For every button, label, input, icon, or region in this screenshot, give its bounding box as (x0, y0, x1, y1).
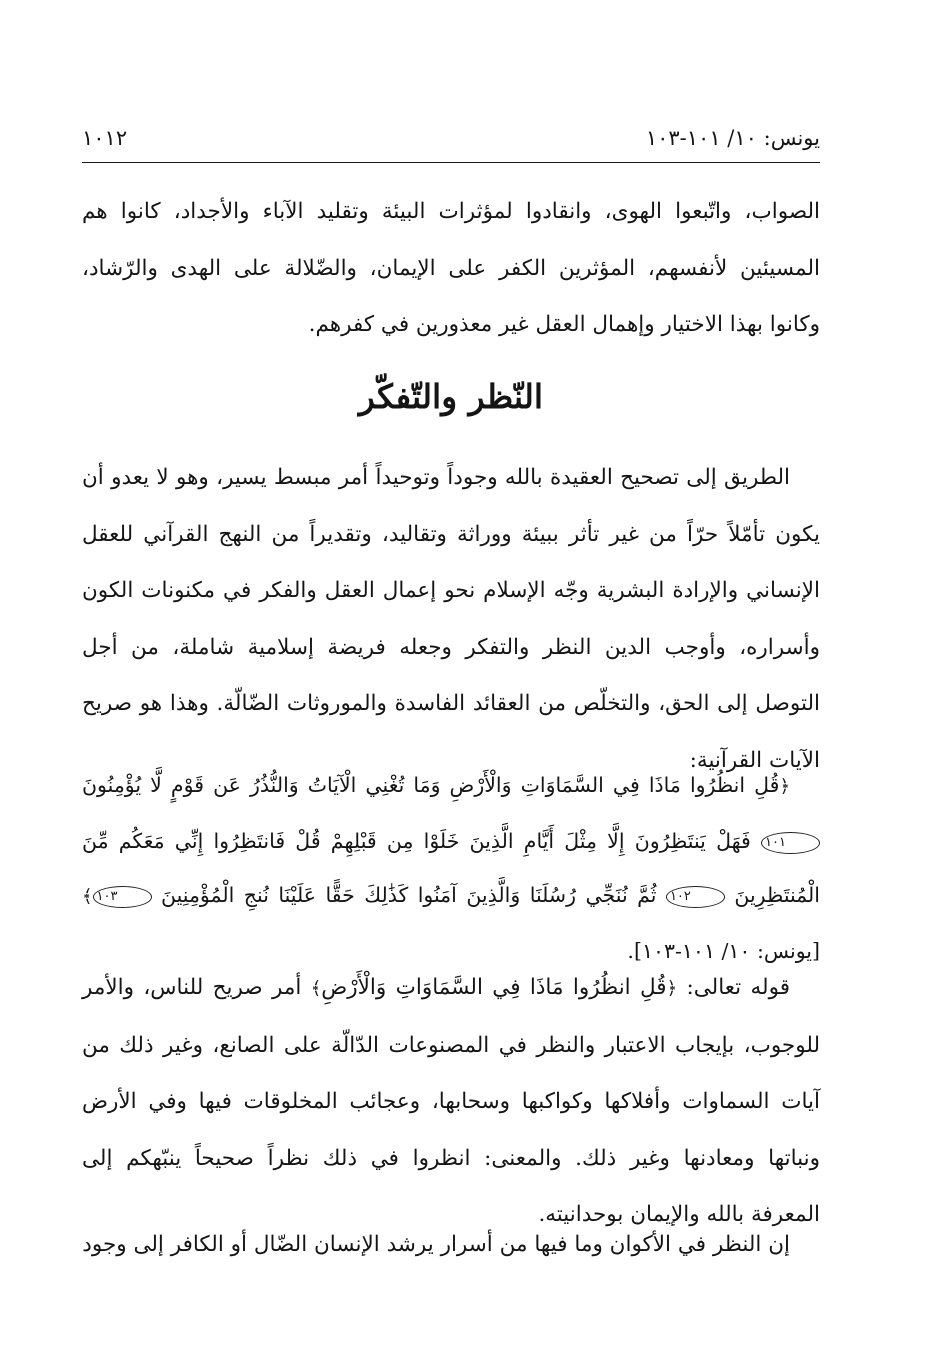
verse-part-2: فَهَلْ يَنتَظِرُونَ إِلَّا مِثْلَ أَيَّامِ الَّذِينَ خَلَوْا مِن قَبْلِهِمْ قُلْ فَانتَظِرُوا إِنِّي مَعَكُم مِّنَ الْمُنتَظِرِينَ (82, 829, 820, 907)
verse-open-bracket: ﴿ (779, 776, 790, 797)
ayah-number-1: ١٠١ (761, 832, 820, 854)
commentary-quote: قُلِ انظُرُوا مَاذَا فِي السَّمَاوَاتِ وَالْأَرْضِ (321, 975, 667, 1000)
paragraph-commentary (82, 960, 820, 1244)
commentary-body: أمر صريح للناس، والأمر للوجوب، بإيجاب الاعتبار والنظر في المصنوعات الدّالّة على الصانع، وغير ذلك من آيات السماوات وأفلاكها وكواكبها وسحابها، وعجائب المخلوقات فيها وفي الأرض ونباتها ومعادنها وغير ذلك. والمعنى: انظروا في ذلك نظراً صحيحاً ينبّهكم إلى المعرفة بالله والإيمان بوحدانيته. (82, 975, 820, 1227)
verse-part-1: قُلِ انظُرُوا مَاذَا فِي السَّمَاوَاتِ وَالْأَرْضِ وَمَا تُغْنِي الْآيَاتُ وَالنُّذُرُ عَن قَوْمٍ لَّا يُؤْمِنُونَ (82, 773, 780, 797)
ayah-number-2: ١٠٢ (666, 886, 725, 908)
section-title: النّظر والتّفكّر (358, 377, 544, 416)
quote-close-bracket: ﴾ (310, 978, 322, 999)
verse-citation: [يونس: ١٠/ ١٠١-١٠٣]. (627, 939, 820, 963)
running-header (82, 126, 820, 163)
verse-close-bracket: ﴾ (82, 886, 93, 907)
page-number: ١٠١٢ (82, 126, 128, 150)
verse-part-3: ثُمَّ نُنَجِّي رُسُلَنَا وَالَّذِينَ آمَنُوا كَذَٰلِكَ حَقًّا عَلَيْنَا نُنجِ الْمُؤْمِنِينَ (160, 883, 657, 907)
paragraph-continuation: الصواب، واتّبعوا الهوى، وانقادوا لمؤثرات البيئة وتقليد الآباء والأجداد، كانوا هم المسيئين لأنفسهم، المؤثرين الكفر على الإيمان، والضّلالة على الهدى والرّشاد، وكانوا بهذا الاختيار وإهمال العقل غير معذورين في كفرهم. (82, 199, 820, 337)
paragraph-intro: الطريق إلى تصحيح العقيدة بالله وجوداً وتوحيداً أمر مبسط يسير، وهو لا يعدو أن يكون تأمّلاً حرّاً من غير تأثر ببيئة ووراثة وتقاليد، وتقديراً من النهج القرآني للعقل الإنساني والإرادة البشرية وجّه الإسلام نحو إعمال العقل والفكر في مكنونات الكون وأسراره، وأوجب الدين النظر والتفكر وجعله فريضة إسلامية شاملة، من أجل التوصل إلى الحق، والتخلّص من العقائد الفاسدة والموروثات الضّالّة. وهذا هو صريح الآيات القرآنية: (82, 465, 820, 773)
surah-reference: يونس: ١٠/ ١٠١-١٠٣ (645, 126, 820, 150)
quran-verse-block (82, 758, 820, 978)
quote-open-bracket: ﴿ (666, 978, 678, 999)
ayah-number-3: ١٠٣ (93, 886, 152, 908)
paragraph-final: إن النظر في الأكوان وما فيها من أسرار يرشد الإنسان الضّال أو الكافر إلى وجود (82, 1232, 790, 1257)
commentary-lead: قوله تعالى: (686, 975, 790, 1000)
